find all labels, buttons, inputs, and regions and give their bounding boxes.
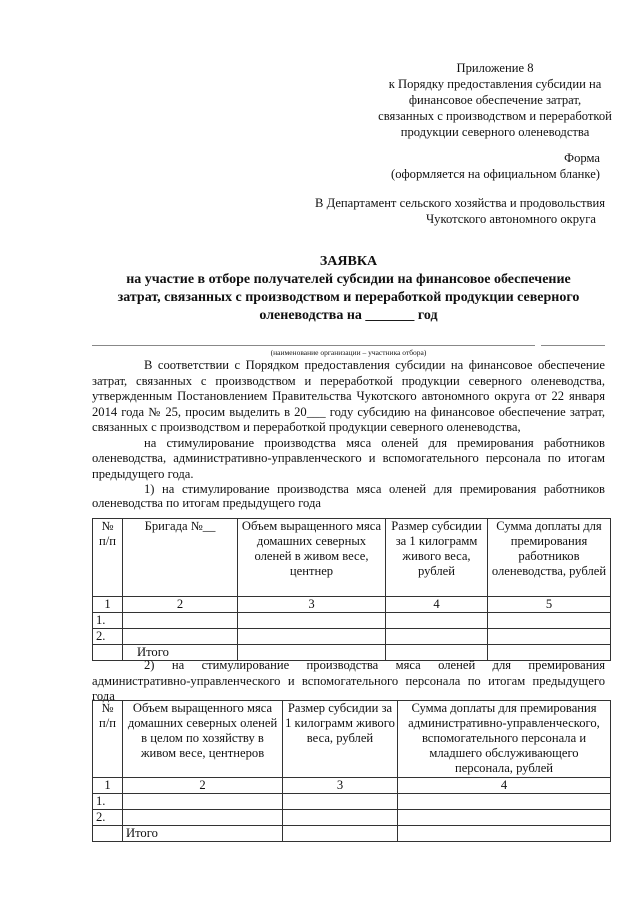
appendix-line: связанных с производством и переработкой: [378, 109, 612, 123]
title-line: затрат, связанных с производством и переработкой продукции северного: [117, 290, 580, 305]
table-row: [93, 794, 611, 810]
header-cell: Сумма доплаты для премирования работников оленеводства, рублей: [488, 519, 611, 597]
number-cell: 4: [398, 778, 611, 794]
form-note: (оформляется на официальном бланке): [391, 167, 600, 181]
addressee-line: Чукотского автономного округа: [426, 212, 596, 226]
input-cell[interactable]: [123, 629, 238, 645]
title-line: оленеводства на _______ год: [259, 308, 438, 323]
number-cell: 2: [123, 778, 283, 794]
row-number: 1.: [93, 613, 123, 629]
header-cell: Размер субсидии за 1 килограмм живого веса, рублей: [386, 519, 488, 597]
total-label: Итого: [123, 645, 238, 661]
body-text: [92, 358, 605, 510]
column-number-row: [93, 597, 611, 613]
row-number: 1.: [93, 794, 123, 810]
number-cell: 1: [93, 597, 123, 613]
input-cell[interactable]: [123, 613, 238, 629]
input-cell[interactable]: [386, 613, 488, 629]
table-row: [93, 613, 611, 629]
column-number-row: [93, 778, 611, 794]
table-header-row: [93, 519, 611, 597]
document-title: [92, 253, 605, 325]
input-cell[interactable]: [123, 794, 283, 810]
input-cell[interactable]: [123, 810, 283, 826]
input-cell[interactable]: [283, 810, 398, 826]
appendix-line: к Порядку предоставления субсидии на: [388, 77, 602, 91]
org-name-line[interactable]: [92, 345, 535, 346]
section-2-block: [92, 658, 605, 705]
org-caption: (наименование организации – участника отбора): [270, 348, 427, 357]
input-cell[interactable]: [238, 613, 386, 629]
table-2: [92, 700, 611, 842]
table-row: [93, 629, 611, 645]
section-1-title: 1) на стимулирование производства мяса оленей для премирования работников оленеводства по итогам предыдущего года: [92, 482, 605, 510]
title-main: ЗАЯВКА: [319, 254, 378, 269]
input-cell[interactable]: [386, 629, 488, 645]
addressee-block: [290, 195, 610, 227]
appendix-block: [350, 60, 640, 140]
number-cell: 1: [93, 778, 123, 794]
input-cell[interactable]: [488, 629, 611, 645]
number-cell: 3: [238, 597, 386, 613]
row-number: 2.: [93, 629, 123, 645]
input-cell[interactable]: [283, 826, 398, 842]
org-name-line-end: [541, 345, 605, 346]
input-cell[interactable]: [398, 794, 611, 810]
header-cell: Объем выращенного мяса домашних северных оленей в целом по хозяйству в живом весе, центнеров: [123, 701, 283, 778]
number-cell: 5: [488, 597, 611, 613]
row-number: 2.: [93, 810, 123, 826]
input-cell[interactable]: [238, 629, 386, 645]
appendix-line: финансовое обеспечение затрат,: [408, 93, 582, 107]
appendix-line: Приложение 8: [456, 61, 534, 75]
paragraph-2: на стимулирование производства мяса оленей для премирования работников оленеводства, административно-управленческого и вспомогательного персонала по итогам предыдущего года.: [92, 435, 605, 481]
table-header-row: [93, 701, 611, 778]
number-cell: 4: [386, 597, 488, 613]
appendix-line: продукции северного оленеводства: [400, 125, 590, 139]
title-line: на участие в отборе получателей субсидии на финансовое обеспечение: [126, 272, 571, 287]
header-cell: № п/п: [93, 519, 123, 597]
number-cell: 3: [283, 778, 398, 794]
paragraph-1: В соответствии с Порядком предоставления субсидии на финансовое обеспечение затрат, связанных с производством и переработкой продукции северного оленеводства, утвержденным Постановлением Правительства Чукотского автономного округа от 22 января 2014 года № 25, просим выделить в 20___ году субсидию на финансовое обеспечение затрат, связанных с производством и переработкой продукции северного оленеводства,: [92, 358, 605, 434]
total-label: Итого: [123, 826, 283, 842]
table-1: [92, 518, 611, 661]
header-cell: Бригада №__: [123, 519, 238, 597]
table-row: [93, 810, 611, 826]
header-cell: Сумма доплаты для премирования административно-управленческого, вспомогательного персонала и младшего обслуживающего персонала, рублей: [398, 701, 611, 778]
form-label: Форма: [564, 151, 600, 165]
header-cell: Размер субсидии за 1 килограмм живого веса, рублей: [283, 701, 398, 778]
section-2-title: 2) на стимулирование производства мяса оленей для премирования административно-управленческого и вспомогательного персонала по итогам предыдущего года: [92, 658, 605, 703]
input-cell[interactable]: [398, 826, 611, 842]
input-cell[interactable]: [488, 613, 611, 629]
number-cell: 2: [123, 597, 238, 613]
empty-cell: [93, 826, 123, 842]
header-cell: Объем выращенного мяса домашних северных оленей в живом весе, центнер: [238, 519, 386, 597]
header-cell: № п/п: [93, 701, 123, 778]
addressee-line: В Департамент сельского хозяйства и продовольствия: [315, 196, 605, 210]
form-block: [300, 150, 600, 182]
input-cell[interactable]: [283, 794, 398, 810]
total-row: [93, 826, 611, 842]
input-cell[interactable]: [398, 810, 611, 826]
